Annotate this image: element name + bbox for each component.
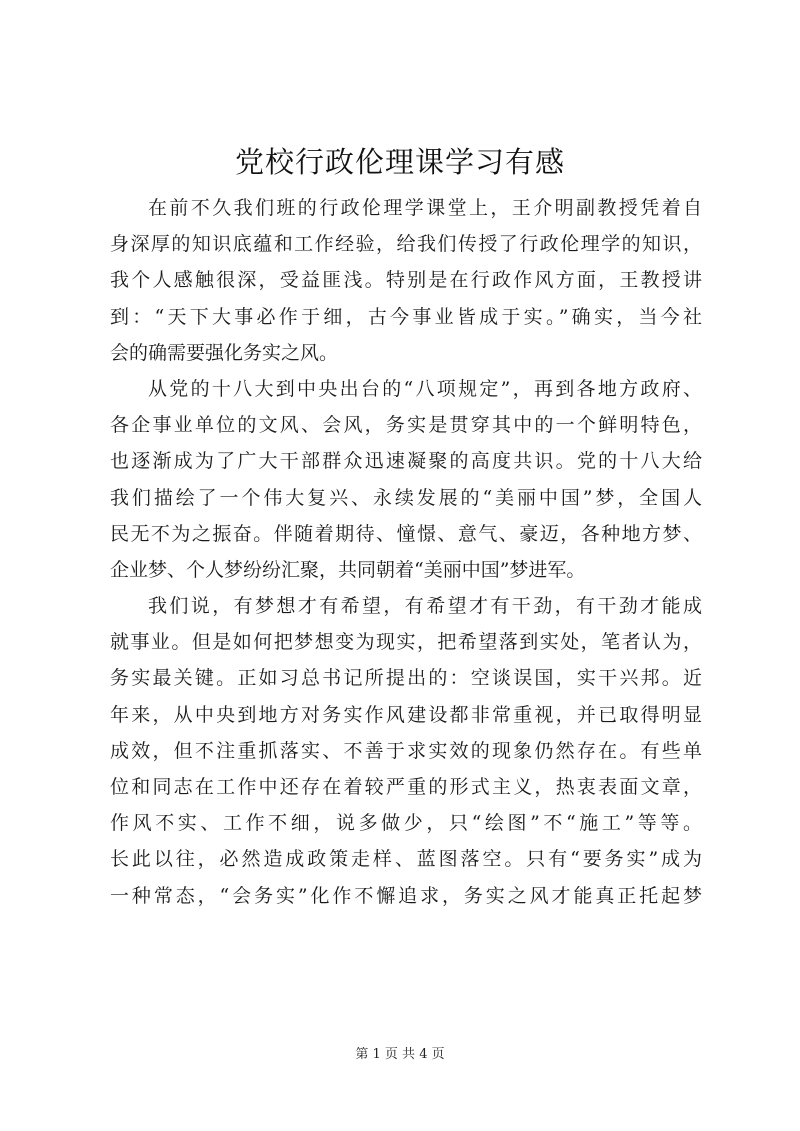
paragraph-3-line-6: 位和同志在工作中还存在着较严重的形式主义，热衷表面文章，: [110, 776, 702, 798]
paragraph-2-line-2: 各企事业单位的文风、会风，务实是贯穿其中的一个鲜明特色，: [110, 414, 702, 437]
paragraph-2-line-5: 民无不为之振奋。伴随着期待、憧憬、意气、豪迈，各种地方梦、: [110, 522, 702, 545]
paragraph-1-line-2: 身深厚的知识底蕴和工作经验，给我们传授了行政伦理学的知识，: [110, 233, 702, 256]
page-footer: 第 1 页 共 4 页: [355, 1047, 445, 1062]
paragraph-3-line-8: 长此以往，必然造成政策走样、蓝图落空。只有“要务实”成为: [110, 848, 702, 871]
paragraph-3-line-1: 我们说，有梦想才有希望，有希望才有干劲，有干劲才能成: [148, 595, 702, 618]
paragraph-2-line-1: 从党的十八大到中央出台的“八项规定”，再到各地方政府、: [148, 377, 702, 400]
paragraph-2-line-3: 也逐渐成为了广大干部群众迅速凝聚的高度共识。党的十八大给: [110, 450, 702, 473]
paragraph-3-line-9: 一种常态，“会务实”化作不懈追求，务实之风才能真正托起梦: [110, 884, 702, 907]
document-body: [110, 190, 702, 914]
paragraph-3-line-3: 务实最关键。正如习总书记所提出的：空谈误国，实干兴邦。近: [110, 667, 702, 690]
paragraph-3-line-4: 年来，从中央到地方对务实作风建设都非常重视，并已取得明显: [110, 703, 702, 726]
paragraph-3-line-7: 作风不实、工作不细，说多做少，只“绘图”不“施工”等等。: [110, 812, 702, 835]
document-title: 党校行政伦理课学习有感: [234, 145, 565, 179]
paragraph-3-line-5: 成效，但不注重抓落实、不善于求实效的现象仍然存在。有些单: [110, 739, 702, 762]
paragraph-1-line-1: 在前不久我们班的行政伦理学课堂上，王介明副教授凭着自: [148, 197, 702, 219]
paragraph-3-line-2: 就事业。但是如何把梦想变为现实，把希望落到实处，笔者认为，: [110, 631, 702, 654]
paragraph-1-line-4: 到：“天下大事必作于细，古今事业皆成于实。”确实，当今社: [110, 305, 702, 328]
paragraph-2-line-4: 我们描绘了一个伟大复兴、永续发展的“美丽中国”梦，全国人: [110, 486, 702, 509]
paragraph-1-line-3: 我个人感触很深，受益匪浅。特别是在行政作风方面，王教授讲: [110, 269, 702, 292]
paragraph-1-line-5: 会的确需要强化务实之风。: [110, 341, 339, 364]
paragraph-2-line-6: 企业梦、个人梦纷纷汇聚，共同朝着“美丽中国”梦进军。: [110, 558, 586, 581]
